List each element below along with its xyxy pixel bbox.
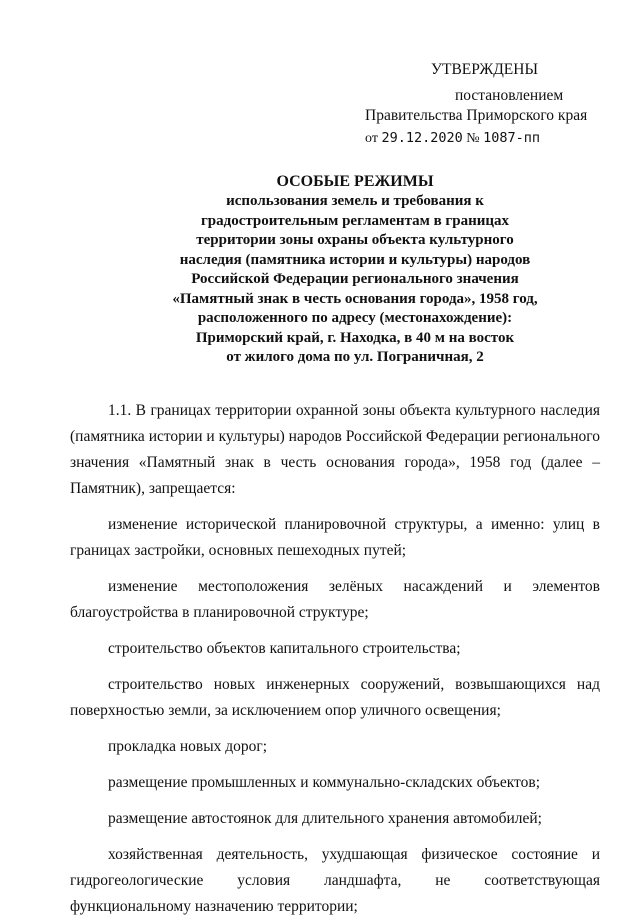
prohibition-item: изменение исторической планировочной структуры, а именно: улиц в границах застройки, основных пешеходных путей; — [70, 516, 600, 559]
document-body — [70, 398, 600, 920]
approval-number-sign: № — [466, 131, 480, 146]
prohibition-item: хозяйственная деятельность, ухудшающая физическое состояние и гидрогеологические условия ландшафта, не соответствующая функциональному назначению территории; — [70, 846, 600, 915]
approval-number: 1087-пп — [483, 130, 540, 146]
approval-government: Правительства Приморского края — [365, 107, 588, 124]
heading-line: Приморский край, г. Находка, в 40 м на восток — [195, 329, 515, 346]
intro-paragraph: 1.1. В границах территории охранной зоны объекта культурного наследия (памятника истории и культуры) народов Российской Федерации регионального значения «Памятный знак в честь основания города», 1958 год (далее – Памятник), запрещается: — [70, 402, 600, 497]
approval-title: УТВЕРЖДЕНЫ — [431, 61, 538, 78]
heading-line: градостроительным регламентам в границах — [200, 212, 510, 229]
prohibition-item: изменение местоположения зелёных насаждений и элементов благоустройства в планировочной структуре; — [70, 578, 600, 621]
prohibition-item: строительство объектов капитального строительства; — [108, 640, 461, 657]
heading-line: расположенного по адресу (местонахождение): — [197, 310, 513, 326]
approval-date: 29.12.2020 — [381, 130, 463, 146]
prohibition-item: прокладка новых дорог; — [108, 738, 268, 755]
approval-date-prefix: от — [365, 131, 378, 146]
heading-line: наследия (памятника истории и культуры) народов — [179, 251, 531, 268]
prohibition-item: строительство новых инженерных сооружений, возвышающихся над поверхностью земли, за исключением опор уличного освещения; — [70, 676, 600, 719]
heading-line: от жилого дома по ул. Пограничная, 2 — [226, 349, 484, 365]
prohibition-item: размещение промышленных и коммунально-складских объектов; — [108, 774, 540, 791]
approval-block — [0, 0, 640, 146]
document-heading — [120, 172, 590, 368]
heading-line: Российской Федерации регионального значения — [191, 271, 519, 287]
heading-line: использования земель и требования к — [226, 193, 484, 209]
prohibition-item: размещение автостоянок для длительного хранения автомобилей; — [108, 810, 542, 827]
approval-date-row — [365, 129, 540, 148]
heading-line: «Памятный знак в честь основания города», 1958 год, — [172, 290, 538, 307]
heading-title: ОСОБЫЕ РЕЖИМЫ — [276, 173, 434, 190]
heading-line: территории зоны охраны объекта культурного — [196, 232, 514, 248]
approval-resolution: постановлением — [455, 87, 564, 104]
